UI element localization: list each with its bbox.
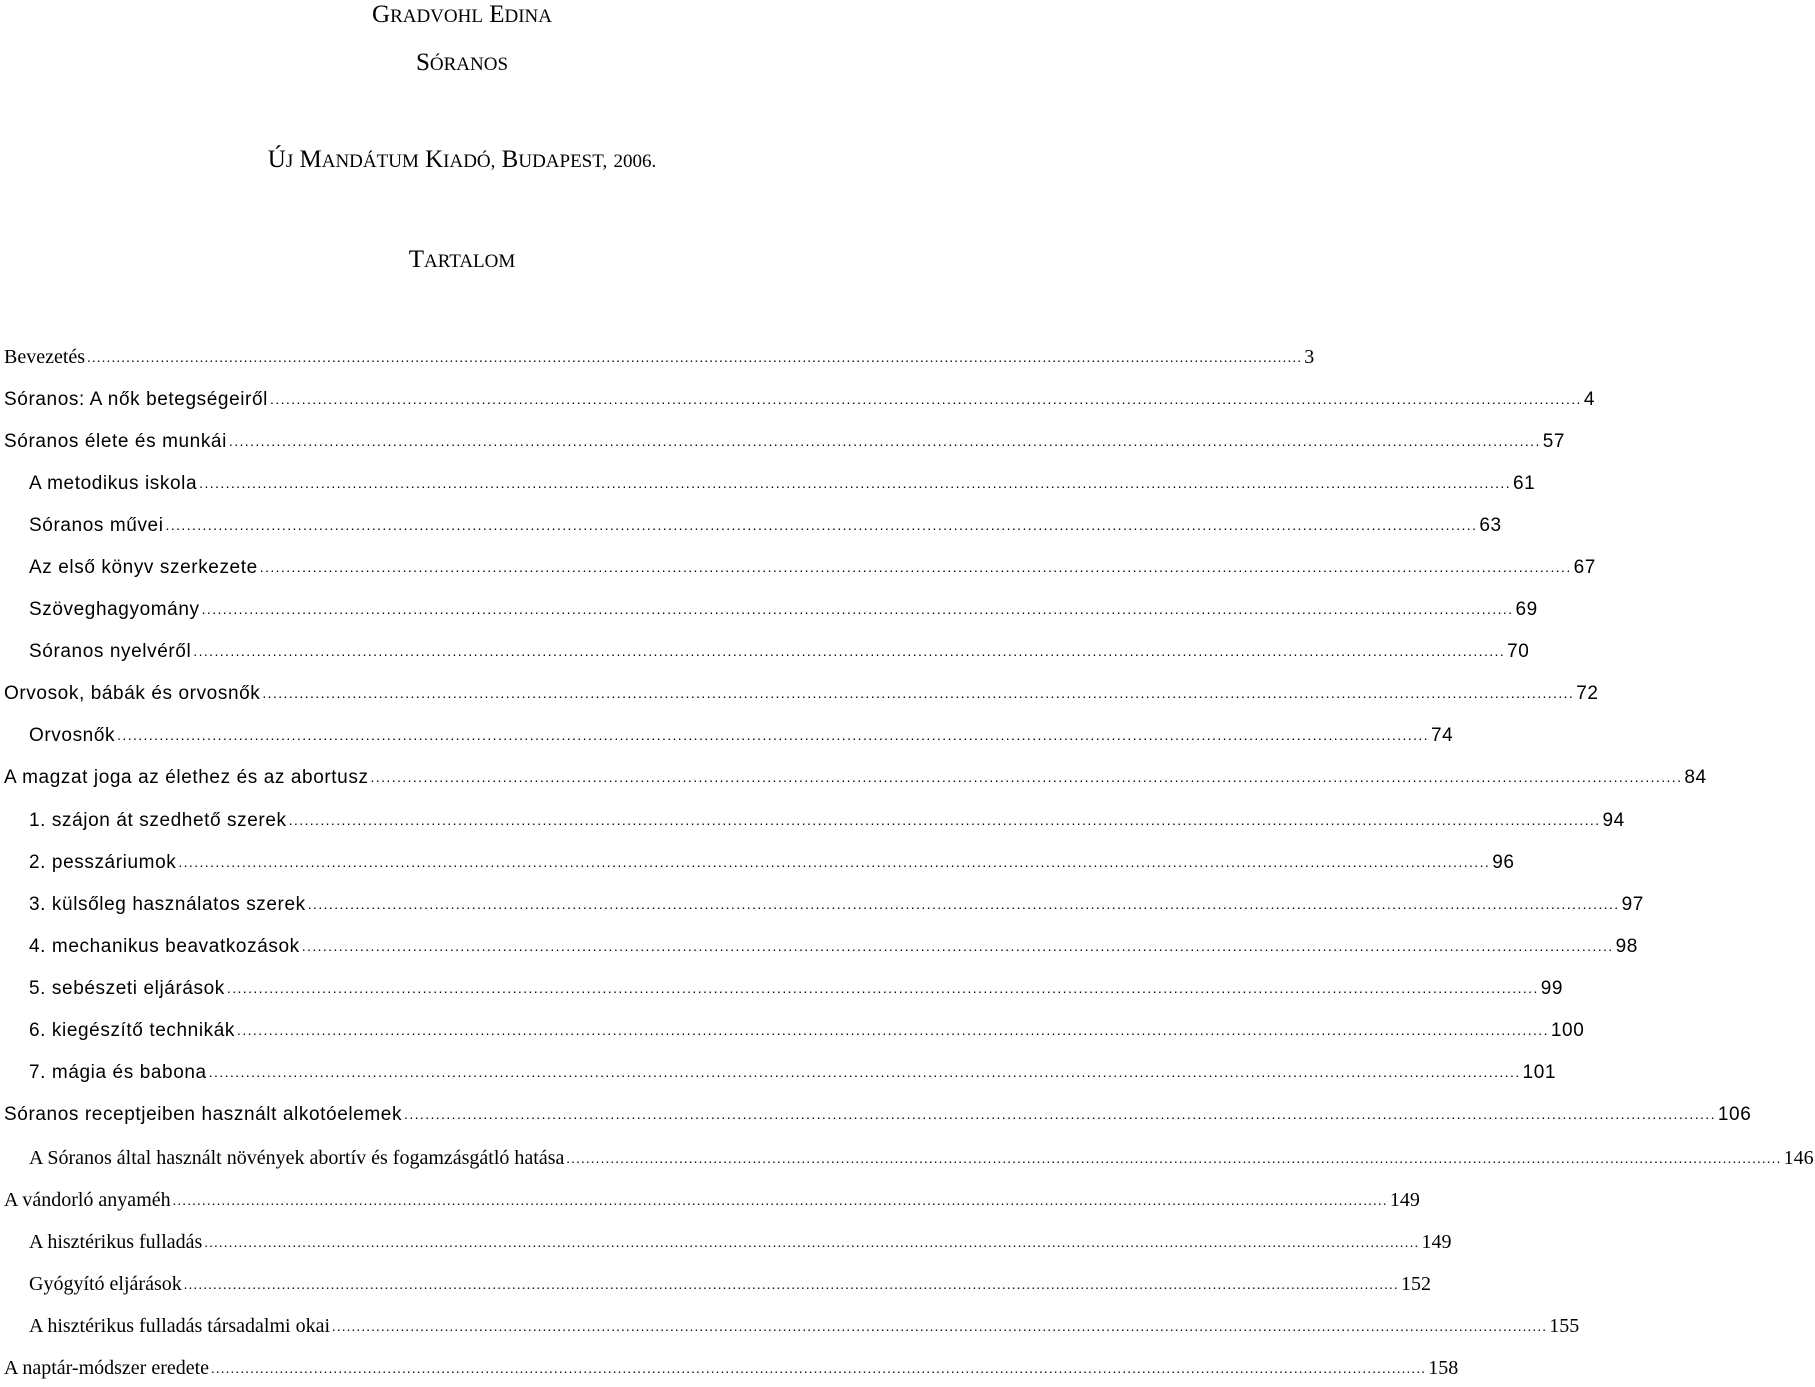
toc-entry-page: 155	[1549, 1315, 1580, 1337]
book-title	[0, 48, 924, 80]
toc-entry-label: 6. kiegészítő technikák	[29, 1020, 236, 1041]
toc-entry-label: Orvosok, bábák és orvosnők	[4, 683, 261, 704]
toc-entry	[0, 1227, 1452, 1257]
publisher-word-1-rest: J	[285, 151, 294, 172]
toc-entry-page: 61	[1513, 473, 1536, 494]
toc-entry	[0, 385, 1595, 415]
toc-entry-label: 4. mechanikus beavatkozások	[29, 936, 300, 957]
toc-entry-label: 3. külsőleg használatos szerek	[29, 894, 306, 915]
publisher-word-3-initial: K	[425, 146, 444, 173]
toc-entry-page: 69	[1515, 599, 1538, 620]
toc-entry-page: 74	[1430, 725, 1454, 746]
author-second-initial: E	[489, 1, 505, 28]
toc-entry-label: A magzat joga az élethez és az abortusz	[4, 767, 369, 788]
toc-dot-leader: ........................................................................................................................................................................................................................................................	[183, 1278, 1399, 1293]
publisher-word-2-initial: M	[299, 146, 322, 173]
publisher-word-4-rest: UDAPEST,	[518, 151, 608, 172]
toc-dot-leader: ........................................................................................................................................................................................................................................................	[288, 812, 1601, 828]
toc-dot-leader: ........................................................................................................................................................................................................................................................	[172, 1194, 1388, 1209]
toc-heading-initial: T	[408, 246, 424, 273]
publisher-year: 2006.	[613, 151, 657, 172]
toc-entry-label: Bevezetés	[4, 346, 86, 368]
toc-entry	[0, 721, 1454, 751]
toc-entry-page: 149	[1421, 1231, 1452, 1253]
toc-entry-page: 96	[1492, 852, 1515, 873]
toc-dot-leader: ........................................................................................................................................................................................................................................................	[201, 601, 1514, 617]
toc-entry-page: 70	[1507, 641, 1530, 662]
book-title-rest: ÓRANOS	[429, 54, 509, 75]
toc-entry-label: 1. szájon át szedhető szerek	[29, 810, 287, 831]
toc-dot-leader: ........................................................................................................................................................................................................................................................	[87, 351, 1303, 366]
toc-entry	[0, 427, 1566, 457]
publisher-word-3-rest: IADÓ,	[443, 151, 496, 172]
toc-entry-label: Sóranos élete és munkái	[4, 431, 227, 452]
toc-dot-leader: ........................................................................................................................................................................................................................................................	[404, 1106, 1716, 1122]
toc-entry	[0, 342, 1315, 372]
toc-heading-rest: ARTALOM	[424, 251, 516, 272]
toc-heading	[0, 245, 924, 277]
toc-entry	[0, 637, 1530, 667]
toc-entry-label: Sóranos nyelvéről	[29, 641, 192, 662]
toc-entry	[0, 1269, 1431, 1299]
toc-dot-leader: ........................................................................................................................................................................................................................................................	[259, 559, 1572, 575]
toc-dot-leader: ........................................................................................................................................................................................................................................................	[370, 769, 1683, 785]
publisher-line	[0, 145, 924, 177]
toc-dot-leader: ........................................................................................................................................................................................................................................................	[307, 896, 1620, 912]
toc-entry-label: A hisztérikus fulladás	[29, 1231, 203, 1253]
publisher-word-2-rest: ANDÁTUM	[321, 151, 419, 172]
toc-entry	[0, 932, 1638, 962]
toc-entry	[0, 1016, 1585, 1046]
toc-entry-label: A naptár-módszer eredete	[4, 1357, 210, 1379]
toc-dot-leader: ........................................................................................................................................................................................................................................................	[208, 1064, 1521, 1080]
toc-entry-label: Az első könyv szerkezete	[29, 557, 258, 578]
toc-dot-leader: ........................................................................................................................................................................................................................................................	[178, 854, 1491, 870]
toc-entry-page: 101	[1522, 1062, 1557, 1083]
toc-entry-label: A vándorló anyaméh	[4, 1189, 171, 1211]
toc-entry	[0, 553, 1596, 583]
toc-entry-label: Orvosnők	[29, 725, 116, 746]
toc-entry-page: 98	[1615, 936, 1638, 957]
toc-entry-label: A metodikus iskola	[29, 473, 198, 494]
book-title-initial: S	[415, 49, 430, 76]
toc-entry	[0, 890, 1644, 920]
toc-entry-label: 5. sebészeti eljárások	[29, 978, 225, 999]
toc-entry	[0, 511, 1502, 541]
toc-entry	[0, 1100, 1752, 1130]
toc-dot-leader: ........................................................................................................................................................................................................................................................	[165, 517, 1478, 533]
toc-entry-page: 106	[1717, 1104, 1752, 1125]
toc-entry-page: 67	[1573, 557, 1596, 578]
toc-dot-leader: ........................................................................................................................................................................................................................................................	[237, 1022, 1549, 1038]
toc-dot-leader: ........................................................................................................................................................................................................................................................	[566, 1152, 1782, 1167]
toc-dot-leader: ........................................................................................................................................................................................................................................................	[301, 938, 1614, 954]
toc-entry-label: A Sóranos által használt növények abortív és fogamzásgátló hatása	[29, 1147, 565, 1169]
author-first-rest: RADVOHL	[390, 6, 483, 27]
toc-dot-leader: ........................................................................................................................................................................................................................................................	[211, 1362, 1427, 1377]
toc-entry-page: 146	[1783, 1147, 1814, 1169]
toc-dot-leader: ........................................................................................................................................................................................................................................................	[117, 727, 1429, 743]
toc-dot-leader: ........................................................................................................................................................................................................................................................	[269, 391, 1582, 407]
toc-dot-leader: ........................................................................................................................................................................................................................................................	[262, 685, 1575, 701]
author-first-initial: G	[372, 1, 391, 28]
toc-entry-label: Szöveghagyomány	[29, 599, 200, 620]
toc-entry	[0, 679, 1599, 709]
toc-entry	[0, 806, 1625, 836]
toc-entry	[0, 1143, 1814, 1173]
toc-entry	[0, 1058, 1557, 1088]
toc-entry-page: 63	[1479, 515, 1502, 536]
toc-entry-page: 4	[1583, 389, 1595, 410]
toc-entry	[0, 763, 1707, 793]
toc-dot-leader: ........................................................................................................................................................................................................................................................	[199, 475, 1511, 491]
toc-entry	[0, 1185, 1420, 1215]
toc-dot-leader: ........................................................................................................................................................................................................................................................	[332, 1320, 1548, 1335]
publisher-word-4-initial: B	[501, 146, 519, 173]
author-name	[0, 0, 924, 32]
toc-entry-page: 72	[1576, 683, 1599, 704]
toc-entry-label: 2. pesszáriumok	[29, 852, 177, 873]
toc-entry-page: 158	[1428, 1357, 1459, 1379]
toc-entry-label: Sóranos: A nők betegségeiről	[4, 389, 268, 410]
toc-entry-label: Sóranos receptjeiben használt alkotóelemek	[4, 1104, 403, 1125]
toc-entry	[0, 469, 1536, 499]
toc-dot-leader: ........................................................................................................................................................................................................................................................	[228, 433, 1541, 449]
toc-entry	[0, 848, 1515, 878]
toc-entry	[0, 974, 1564, 1004]
toc-entry-page: 57	[1542, 431, 1566, 452]
toc-entry	[0, 595, 1538, 625]
toc-entry	[0, 1311, 1580, 1341]
toc-entry-page: 84	[1684, 767, 1707, 788]
toc-dot-leader: ........................................................................................................................................................................................................................................................	[204, 1236, 1420, 1251]
toc-dot-leader: ........................................................................................................................................................................................................................................................	[193, 643, 1506, 659]
publisher-word-1-initial: Ú	[267, 146, 286, 173]
toc-entry	[0, 1353, 1459, 1383]
toc-entry-page: 99	[1540, 978, 1564, 999]
toc-entry-label: Gyógyító eljárások	[29, 1273, 182, 1295]
toc-entry-page: 97	[1621, 894, 1644, 915]
toc-entry-page: 100	[1550, 1020, 1585, 1041]
toc-entry-page: 3	[1304, 346, 1315, 368]
author-second-rest: DINA	[504, 6, 552, 27]
toc-entry-label: 7. mágia és babona	[29, 1062, 207, 1083]
toc-dot-leader: ........................................................................................................................................................................................................................................................	[226, 980, 1539, 996]
toc-entry-label: Sóranos művei	[29, 515, 164, 536]
toc-entry-page: 152	[1400, 1273, 1431, 1295]
toc-entry-label: A hisztérikus fulladás társadalmi okai	[29, 1315, 331, 1337]
toc-entry-page: 94	[1602, 810, 1625, 831]
toc-entry-page: 149	[1389, 1189, 1420, 1211]
